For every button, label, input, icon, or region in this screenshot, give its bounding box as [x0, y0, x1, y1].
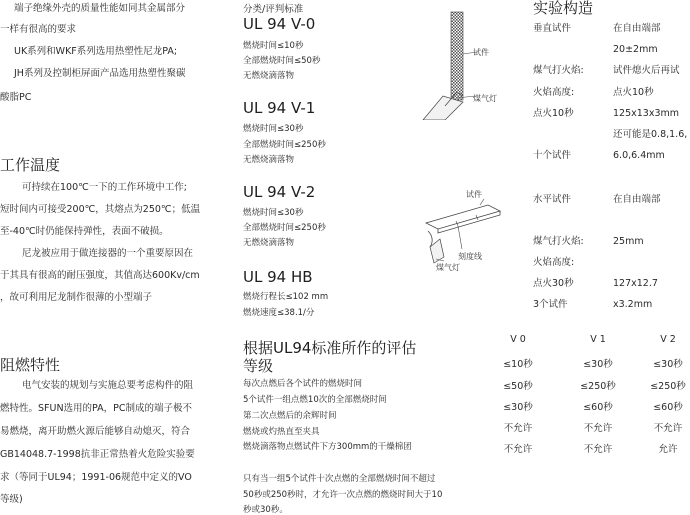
setup-row-5-label: 点火10秒: [533, 108, 574, 119]
setup-row-1-label: 垂直试件: [533, 23, 572, 34]
standard-hb-line-1: 燃烧行程长≤102 mm: [243, 292, 329, 302]
standard-v1-line-2: 全部燃烧时间≤250秒: [243, 140, 326, 150]
setup-row-1-value: 在自由端部: [613, 23, 661, 34]
setup-row-3-value: 试件熄火后再试: [613, 65, 680, 76]
standard-v1-line-1: 燃烧时间≤30秒: [243, 124, 304, 134]
setup-h-row-2-label: 煤气打火焰:: [533, 236, 584, 247]
table-cell: 不允许: [503, 423, 533, 434]
table-cell: ≤60秒: [653, 402, 683, 413]
intro-line-3: UK系列和WKF系列选用热塑性尼龙PA;: [14, 46, 178, 57]
eval-line-3: 第二次点燃后的余辉时间: [243, 411, 337, 421]
vertical-test-diagram: [405, 10, 515, 120]
eval-line-2: 5个试件一组点燃10次的全部燃烧时间: [243, 395, 387, 405]
standard-v2-title: UL 94 V-2: [243, 183, 316, 201]
temp-line-3: 至-40℃时仍能保持弹性，表面不破损。: [0, 226, 169, 237]
setup-h-row-1-label: 水平试件: [533, 194, 572, 205]
table-cell: ≤10秒: [503, 359, 533, 370]
eval-title-line-1: 根据UL94标准所作的评估: [243, 339, 417, 357]
setup-h-row-5-value: x3.2mm: [613, 299, 653, 310]
setup-h-row-5-label: 3个试件: [533, 299, 568, 310]
note-line-2: 50秒或250秒时，才允许一次点燃的燃烧时间大于10: [243, 490, 443, 500]
table-cell: 不允许: [503, 444, 533, 455]
temp-line-1: 可持续在100℃一下的工作环境中工作;: [22, 182, 188, 193]
bottom-scale-label: 刻度线: [458, 252, 482, 261]
note-line-3: 秒或30秒。: [243, 505, 288, 515]
standard-v1-line-3: 无燃烧滴落物: [243, 155, 295, 165]
standard-v2-line-1: 燃烧时间≤30秒: [243, 208, 304, 218]
bottom-specimen-label: 试件: [466, 190, 482, 199]
flame-line-1: 电气安装的规划与实施总要考虑构件的阻: [22, 380, 194, 391]
table-cell: 允许: [658, 444, 678, 455]
flame-line-4: GB14048.7-1998抗非正常热着火危险实验要: [0, 449, 195, 460]
temperature-heading: 工作温度: [0, 156, 61, 174]
intro-line-5: 酸脂PC: [0, 92, 32, 103]
standard-v0-line-2: 全部燃烧时间≤50秒: [243, 56, 321, 66]
temp-line-5: 于其具有很高的耐压强度，其值高达600Kv/cm: [0, 270, 200, 281]
table-cell: 不允许: [583, 423, 613, 434]
setup-h-row-1-value: 在自由端部: [613, 194, 661, 205]
temp-line-6: ，故可利用尼龙制作很薄的小型端子: [0, 292, 153, 303]
table-cell: ≤60秒: [583, 402, 613, 413]
standard-v0-line-3: 无燃烧滴落物: [243, 71, 295, 81]
bottom-burner-label: 煤气灯: [436, 263, 460, 272]
setup-row-3-label: 煤气打火焰:: [533, 65, 584, 76]
setup-row-5-value: 125x13x3mm: [613, 108, 680, 119]
standard-hb-title: UL 94 HB: [243, 268, 313, 286]
temp-line-2: 短时间内可接受200℃，其熔点为250℃；低温: [0, 204, 201, 215]
setup-row-2-value: 20±2mm: [613, 44, 658, 55]
table-cell: 不允许: [583, 444, 613, 455]
temp-line-4: 尼龙被应用于做连接器的一个重要原因在: [22, 248, 194, 259]
setup-row-4-value: 点火10秒: [613, 87, 654, 98]
flame-line-2: 燃特性。SFUN选用的PA，PC制成的端子极不: [0, 403, 193, 414]
setup-heading: 实验构造: [533, 0, 594, 17]
setup-h-row-2-value: 25mm: [613, 236, 644, 247]
table-header-v0: V 0: [510, 334, 526, 345]
standard-v0-title: UL 94 V-0: [243, 15, 316, 33]
intro-line-1: 端子绝缘外壳的质量性能如同其金属部分: [14, 3, 186, 14]
note-line-1: 只有当一组5个试件十次点燃的全部燃烧时间不超过: [243, 474, 436, 484]
table-cell: ≤30秒: [583, 359, 613, 370]
setup-h-row-3-label: 火焰高度:: [533, 257, 575, 268]
setup-row-7-value: 6.0,6.4mm: [613, 150, 665, 161]
setup-h-row-4-label: 点火30秒: [533, 278, 574, 289]
setup-row-6-value: 还可能是0.8,1.6,: [613, 129, 688, 140]
rating-table: [488, 334, 690, 464]
eval-line-4: 燃烧或灼热直至夹具: [243, 427, 320, 437]
intro-line-4: JH系列及控制柜屏面产品选用热塑性聚碳: [14, 68, 186, 79]
standard-v0-line-1: 燃烧时间≤10秒: [243, 41, 304, 51]
flame-line-6: 等级): [0, 494, 23, 505]
flame-line-3: 易燃烧，离开助燃火源后能够自动熄灭，符合: [0, 426, 191, 437]
top-burner-label: 煤气灯: [473, 94, 497, 103]
table-cell: 不允许: [653, 423, 683, 434]
flame-line-5: 求（等同于UL94；1991-06规范中定义的VO: [0, 472, 192, 483]
table-cell: ≤30秒: [653, 359, 683, 370]
class-label: 分类/评判标准: [243, 4, 304, 15]
eval-title-line-2: 等级: [243, 357, 274, 375]
standard-v2-line-3: 无燃烧滴落物: [243, 238, 295, 248]
table-header-v2: V 2: [660, 334, 676, 345]
table-cell: ≤250秒: [650, 381, 686, 392]
intro-line-2: 一样有很高的要求: [0, 24, 77, 35]
flame-heading: 阻燃特性: [0, 356, 61, 374]
setup-row-7-label: 十个试件: [533, 150, 572, 161]
table-cell: ≤50秒: [503, 381, 533, 392]
setup-h-row-4-value: 127x12.7: [613, 278, 658, 289]
table-cell: ≤250秒: [580, 381, 616, 392]
table-cell: ≤30秒: [503, 402, 533, 413]
standard-v2-line-2: 全部燃烧时间≤250秒: [243, 223, 326, 233]
eval-line-5: 燃烧滴落物点燃试件下方300mm的干燥棉团: [243, 442, 412, 452]
eval-line-1: 每次点燃后各个试件的燃烧时间: [243, 379, 363, 389]
setup-row-4-label: 火焰高度:: [533, 87, 575, 98]
table-header-v1: V 1: [590, 334, 606, 345]
standard-v1-title: UL 94 V-1: [243, 99, 316, 117]
top-specimen-label: 试件: [473, 48, 489, 57]
left-column: [0, 0, 225, 510]
standard-hb-line-2: 燃烧速度≤38.1/分: [243, 308, 315, 318]
